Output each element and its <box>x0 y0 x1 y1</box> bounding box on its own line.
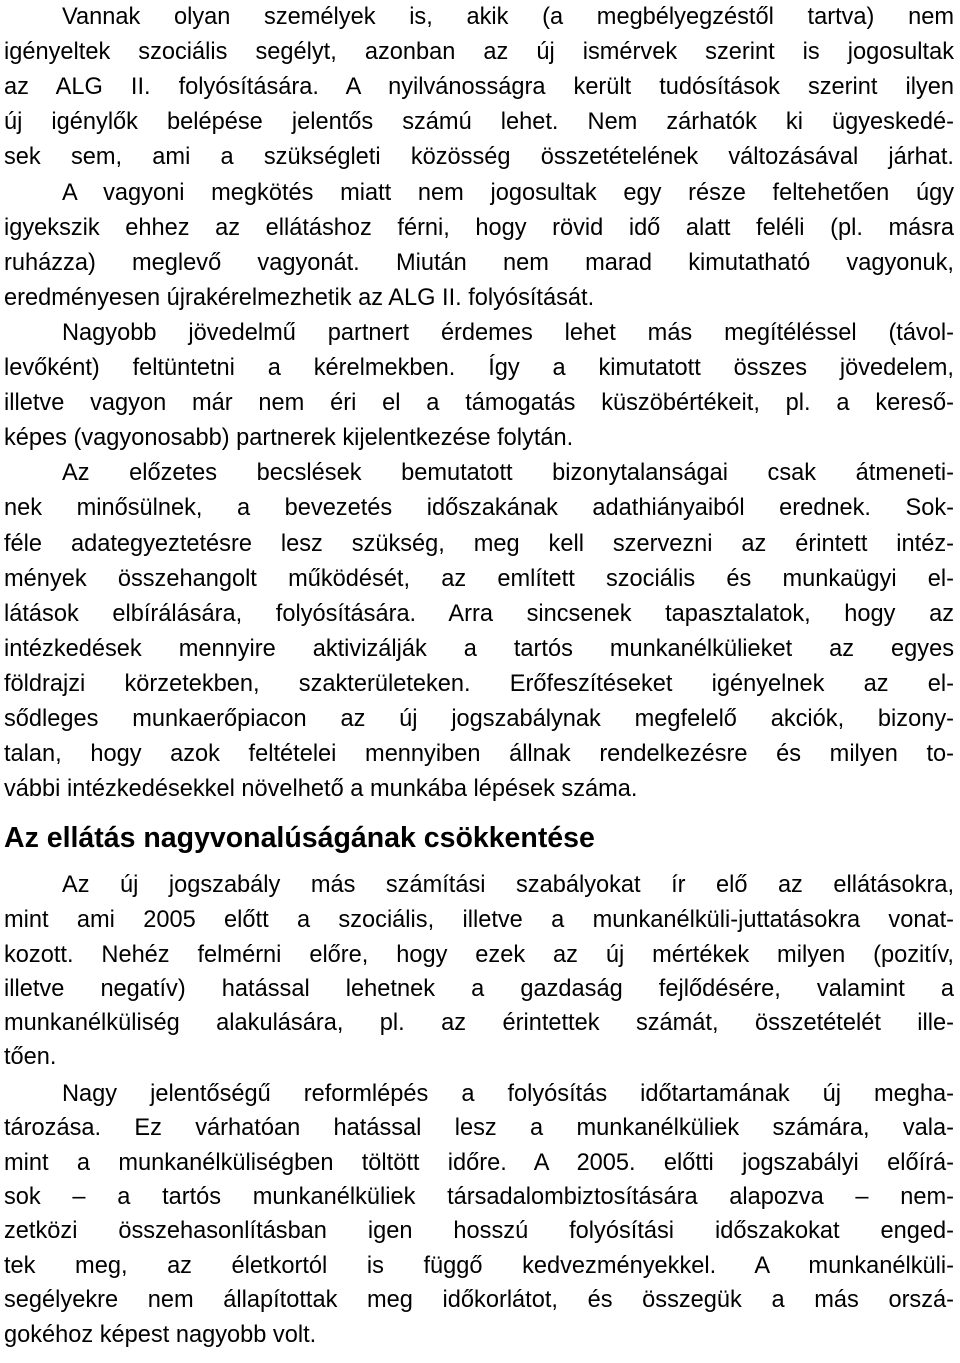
text-line: gokéhoz képest nagyobb volt. <box>4 1322 317 1348</box>
text-line: Nagy jelentőségű reformlépés a folyósítás időtartamának új megha- <box>62 1081 954 1107</box>
text-line: igényeltek szociális segélyt, azonban az új ismérvek szerint is jogosultak <box>4 39 954 65</box>
text-line: tározása. Ez várhatóan hatással lesz a munkanélküliek számára, vala- <box>4 1115 954 1141</box>
text-line: intézkedések mennyire aktivizálják a tartós munkanélkülieket az egyes <box>4 636 954 662</box>
text-line: igyekszik ehhez az ellátáshoz férni, hogy rövid idő alatt feléli (pl. másra <box>4 215 954 241</box>
text-line: eredményesen újrakérelmezhetik az ALG II. folyósítását. <box>4 285 595 311</box>
text-line: illetve negatív) hatással lehetnek a gazdaság fejlődésére, valamint a <box>4 976 954 1002</box>
text-line: nek minősülnek, a bevezetés időszakának adathiányaiból erednek. Sok- <box>4 495 954 521</box>
text-line: sek sem, ami a szükségleti közösség összetételének változásával járhat. <box>4 144 954 170</box>
text-line: illetve vagyon már nem éri el a támogatás küszöbértékeit, pl. a kereső- <box>4 390 954 416</box>
text-line: levőként) feltüntetni a kérelmekben. Így a kimutatott összes jövedelem, <box>4 355 954 381</box>
text-line: ruházza) meglevő vagyonát. Miután nem marad kimutatható vagyonuk, <box>4 250 954 276</box>
text-line: mint ami 2005 előtt a szociális, illetve a munkanélküli-juttatásokra vonat- <box>4 907 954 933</box>
text-line: munkanélküliség alakulására, pl. az érintettek számát, összetételét ille- <box>4 1010 954 1036</box>
text-line: képes (vagyonosabb) partnerek kijelentkezése folytán. <box>4 425 574 451</box>
text-line: mint a munkanélküliségben töltött időre. A 2005. előtti jogszabályi előírá- <box>4 1150 954 1176</box>
text-line: Vannak olyan személyek is, akik (a megbélyegzéstől tartva) nem <box>62 4 954 30</box>
text-line: tek meg, az életkortól is függő kedvezményekkel. A munkanélküli- <box>4 1253 954 1279</box>
text-line: sok – a tartós munkanélküliek társadalombiztosítására alapozva – nem- <box>4 1184 954 1210</box>
text-line: vábbi intézkedésekkel növelhető a munkába lépések száma. <box>4 776 638 802</box>
text-line: Nagyobb jövedelmű partnert érdemes lehet más megítéléssel (távol- <box>62 320 954 346</box>
text-line: tően. <box>4 1044 57 1070</box>
text-line: segélyekre nem állapítottak meg időkorlátot, és összegük a más orszá- <box>4 1287 954 1313</box>
text-line: Az új jogszabály más számítási szabályokat ír elő az ellátásokra, <box>62 872 954 898</box>
text-line: A vagyoni megkötés miatt nem jogosultak egy része feltehetően úgy <box>62 180 954 206</box>
text-line: kozott. Nehéz felmérni előre, hogy ezek az új mértékek milyen (pozitív, <box>4 942 954 968</box>
text-line: az ALG II. folyósítására. A nyilvánosságra került tudósítások szerint ilyen <box>4 74 954 100</box>
section-heading: Az ellátás nagyvonalúságának csökkentése <box>4 822 595 854</box>
text-line: talan, hogy azok feltételei mennyiben állnak rendelkezésre és milyen to- <box>4 741 954 767</box>
text-line: Az előzetes becslések bemutatott bizonytalanságai csak átmeneti- <box>62 460 954 486</box>
text-line: látások elbírálására, folyósítására. Arra sincsenek tapasztalatok, hogy az <box>4 601 954 627</box>
text-line: mények összehangolt működését, az említett szociális és munkaügyi el- <box>4 566 954 592</box>
text-line: sődleges munkaerőpiacon az új jogszabálynak megfelelő akciók, bizony- <box>4 706 954 732</box>
text-line: zetközi összehasonlításban igen hosszú folyósítási időszakokat enged- <box>4 1218 954 1244</box>
text-line: féle adategyeztetésre lesz szükség, meg kell szervezni az érintett intéz- <box>4 531 954 557</box>
text-line: új igénylők belépése jelentős számú lehet. Nem zárhatók ki ügyeskedé- <box>4 109 954 135</box>
text-line: földrajzi körzetekben, szakterületeken. Erőfeszítéseket igényelnek az el- <box>4 671 954 697</box>
